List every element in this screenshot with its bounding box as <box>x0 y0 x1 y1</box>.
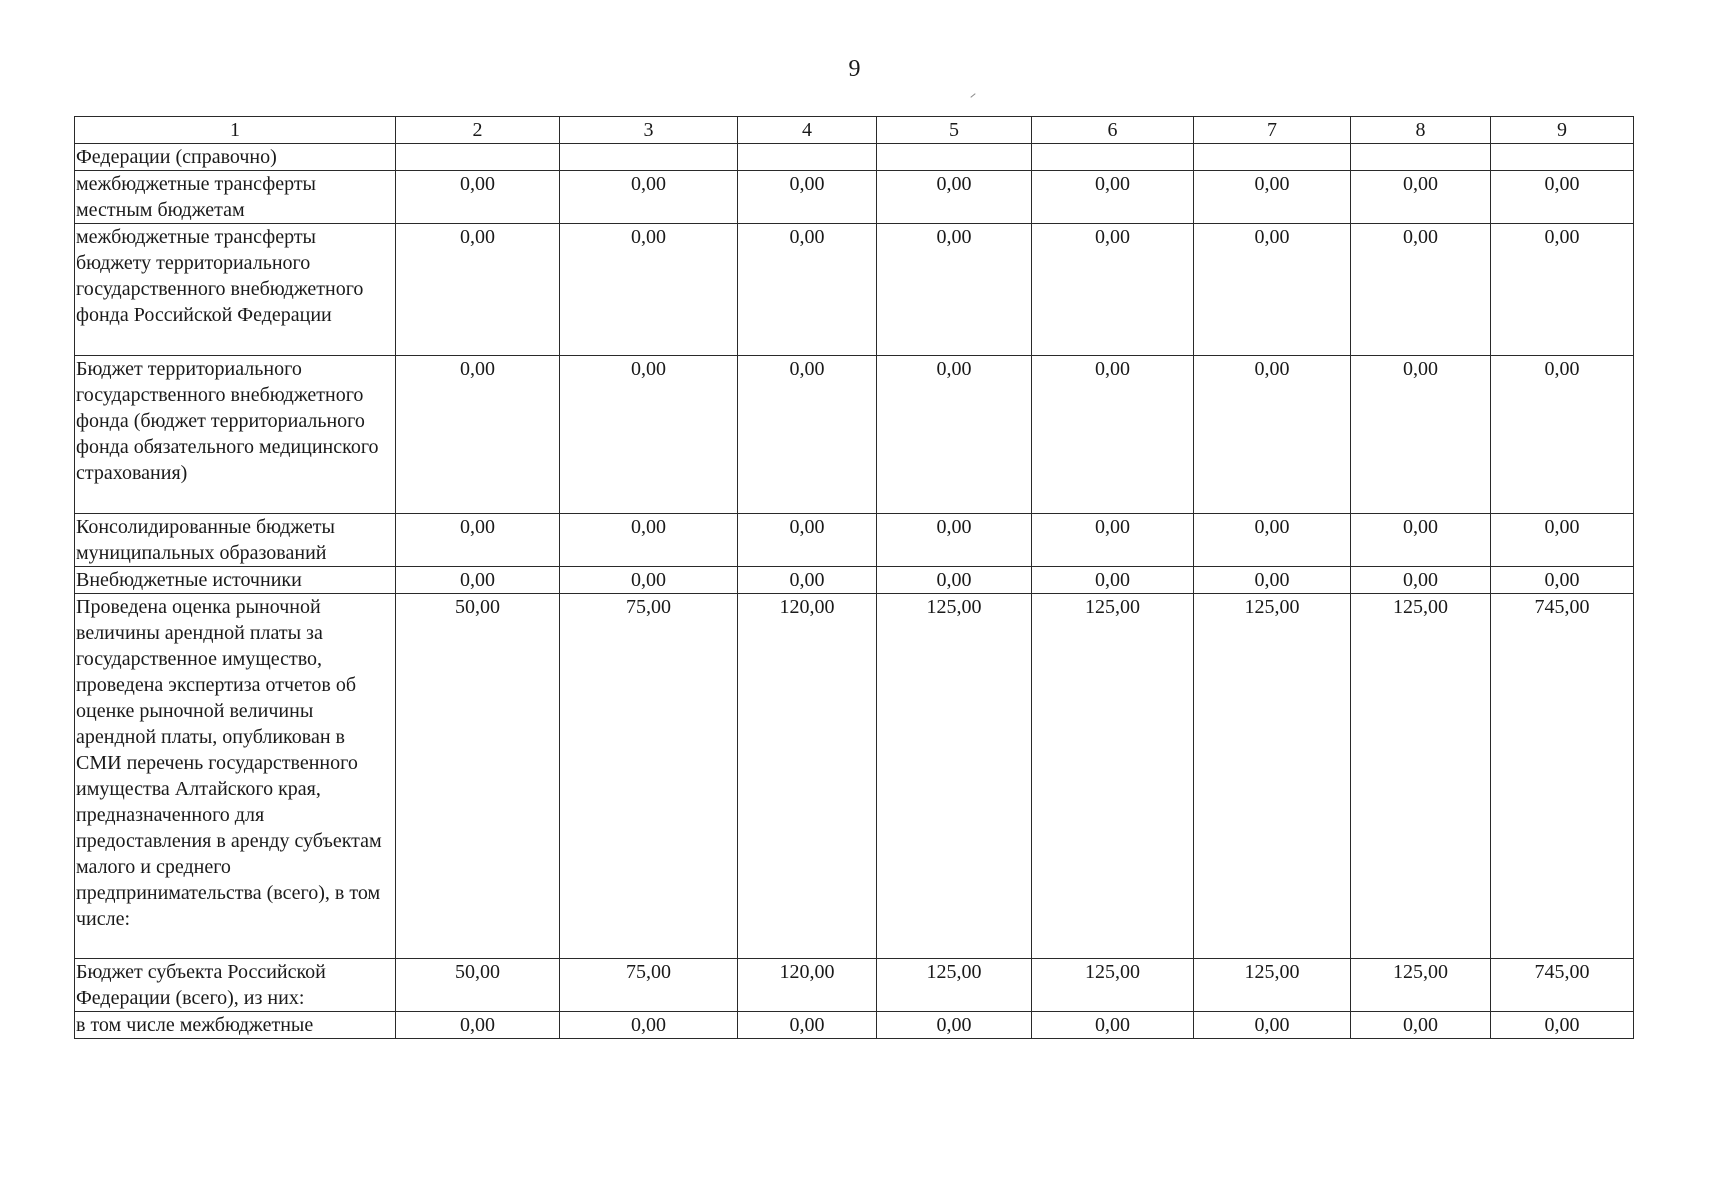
value-cell: 0,00 <box>1491 514 1634 567</box>
table-row <box>75 224 1634 356</box>
column-number-header: 7 <box>1194 117 1351 144</box>
value-cell: 125,00 <box>1032 594 1194 959</box>
table-row <box>75 356 1634 514</box>
row-label: в том числе межбюджетные <box>75 1012 396 1039</box>
value-cell: 0,00 <box>1491 356 1634 514</box>
value-cell: 0,00 <box>738 514 877 567</box>
value-cell: 120,00 <box>738 594 877 959</box>
value-cell: 50,00 <box>396 594 560 959</box>
column-number-header: 5 <box>877 117 1032 144</box>
value-cell: 50,00 <box>396 959 560 1012</box>
value-cell: 0,00 <box>1194 356 1351 514</box>
value-cell: 0,00 <box>738 356 877 514</box>
value-cell: 125,00 <box>877 959 1032 1012</box>
value-cell: 0,00 <box>1491 1012 1634 1039</box>
value-cell: 0,00 <box>560 224 738 356</box>
column-number-header: 1 <box>75 117 396 144</box>
column-number-header: 4 <box>738 117 877 144</box>
value-cell: 0,00 <box>560 567 738 594</box>
column-number-header: 9 <box>1491 117 1634 144</box>
row-label: Бюджет субъекта Российской Федерации (всего), из них: <box>75 959 396 1012</box>
row-label: межбюджетные трансферты местным бюджетам <box>75 171 396 224</box>
value-cell: 0,00 <box>1194 224 1351 356</box>
value-cell: 120,00 <box>738 959 877 1012</box>
page-number: 9 <box>848 56 861 82</box>
value-cell: 0,00 <box>1351 356 1491 514</box>
value-cell: 0,00 <box>1194 514 1351 567</box>
value-cell: 0,00 <box>396 171 560 224</box>
table-row <box>75 959 1634 1012</box>
value-cell: 0,00 <box>877 224 1032 356</box>
value-cell: 745,00 <box>1491 594 1634 959</box>
row-label: Бюджет территориального государственного внебюджетного фонда (бюджет территориального фонда обязательного медицинского страхования) <box>75 356 396 514</box>
value-cell <box>1351 144 1491 171</box>
value-cell: 0,00 <box>877 514 1032 567</box>
value-cell: 0,00 <box>738 1012 877 1039</box>
value-cell: 125,00 <box>877 594 1032 959</box>
value-cell <box>738 144 877 171</box>
value-cell: 0,00 <box>738 171 877 224</box>
value-cell: 0,00 <box>396 224 560 356</box>
value-cell: 125,00 <box>1032 959 1194 1012</box>
column-number-header: 3 <box>560 117 738 144</box>
value-cell: 0,00 <box>877 1012 1032 1039</box>
column-number-header: 8 <box>1351 117 1491 144</box>
value-cell: 0,00 <box>877 567 1032 594</box>
value-cell: 0,00 <box>396 1012 560 1039</box>
value-cell: 0,00 <box>396 567 560 594</box>
budget-table <box>74 116 1634 1039</box>
value-cell: 125,00 <box>1194 594 1351 959</box>
value-cell: 75,00 <box>560 594 738 959</box>
value-cell: 0,00 <box>877 356 1032 514</box>
table-row <box>75 567 1634 594</box>
row-label: межбюджетные трансферты бюджету территориального государственного внебюджетного фонда Российской Федерации <box>75 224 396 356</box>
row-label: Федерации (справочно) <box>75 144 396 171</box>
value-cell: 0,00 <box>1491 224 1634 356</box>
value-cell <box>877 144 1032 171</box>
row-label: Проведена оценка рыночной величины арендной платы за государственное имущество, проведена экспертиза отчетов об оценке рыночной величины арендной платы, опубликован в СМИ перечень государственного имущества Алтайского края, предназначенного для предоставления в аренду субъектам малого и среднего предпринимательства (всего), в том числе: <box>75 594 396 959</box>
value-cell: 0,00 <box>1032 567 1194 594</box>
value-cell: 125,00 <box>1194 959 1351 1012</box>
value-cell <box>560 144 738 171</box>
column-number-header: 6 <box>1032 117 1194 144</box>
value-cell <box>1032 144 1194 171</box>
row-label: Консолидированные бюджеты муниципальных образований <box>75 514 396 567</box>
value-cell: 0,00 <box>1032 171 1194 224</box>
table-row <box>75 1012 1634 1039</box>
value-cell: 745,00 <box>1491 959 1634 1012</box>
value-cell: 0,00 <box>560 171 738 224</box>
value-cell: 0,00 <box>1032 514 1194 567</box>
value-cell: 0,00 <box>560 514 738 567</box>
value-cell <box>1194 144 1351 171</box>
value-cell <box>1491 144 1634 171</box>
value-cell: 0,00 <box>396 356 560 514</box>
stray-mark <box>970 93 975 98</box>
value-cell: 0,00 <box>1032 224 1194 356</box>
value-cell: 0,00 <box>1194 1012 1351 1039</box>
value-cell: 0,00 <box>1194 567 1351 594</box>
value-cell: 0,00 <box>560 356 738 514</box>
value-cell: 0,00 <box>1194 171 1351 224</box>
value-cell: 0,00 <box>1351 224 1491 356</box>
value-cell: 0,00 <box>396 514 560 567</box>
value-cell: 0,00 <box>1491 567 1634 594</box>
table-row <box>75 171 1634 224</box>
value-cell: 125,00 <box>1351 959 1491 1012</box>
value-cell: 125,00 <box>1351 594 1491 959</box>
value-cell: 0,00 <box>1351 171 1491 224</box>
value-cell: 0,00 <box>1351 514 1491 567</box>
row-label: Внебюджетные источники <box>75 567 396 594</box>
table-row <box>75 144 1634 171</box>
table-header-row <box>75 117 1634 144</box>
value-cell: 0,00 <box>738 567 877 594</box>
column-number-header: 2 <box>396 117 560 144</box>
value-cell: 0,00 <box>738 224 877 356</box>
value-cell: 0,00 <box>1351 1012 1491 1039</box>
table-row <box>75 514 1634 567</box>
value-cell: 0,00 <box>1032 356 1194 514</box>
value-cell: 0,00 <box>1491 171 1634 224</box>
value-cell <box>396 144 560 171</box>
value-cell: 75,00 <box>560 959 738 1012</box>
value-cell: 0,00 <box>1351 567 1491 594</box>
value-cell: 0,00 <box>560 1012 738 1039</box>
value-cell: 0,00 <box>1032 1012 1194 1039</box>
table-row <box>75 594 1634 959</box>
value-cell: 0,00 <box>877 171 1032 224</box>
